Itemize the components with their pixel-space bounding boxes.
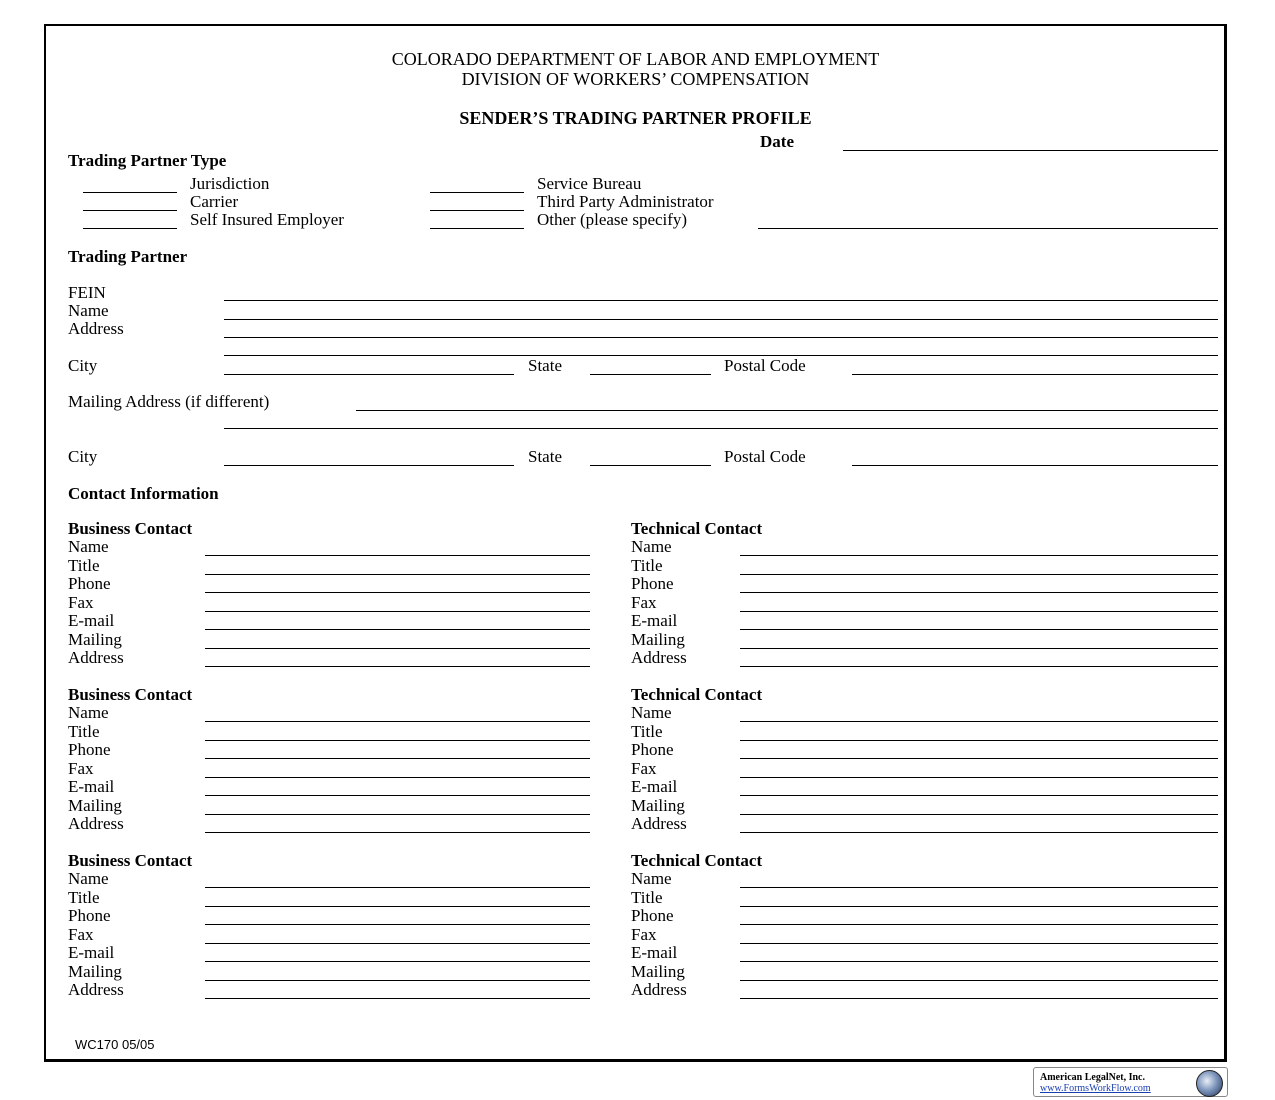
- date-field[interactable]: [843, 150, 1218, 151]
- postal-code-label: Postal Code: [724, 356, 806, 375]
- date-label: Date: [760, 132, 794, 151]
- technical-contact-field-line[interactable]: [740, 795, 1218, 796]
- business-contact-field-line[interactable]: [205, 814, 590, 815]
- business-contact-field-line[interactable]: [205, 943, 590, 944]
- mailing-postal-code-label: Postal Code: [724, 447, 806, 466]
- section-trading-partner: Trading Partner: [68, 247, 188, 266]
- business-contact-field-line[interactable]: [205, 832, 590, 833]
- technical-contact-field-line[interactable]: [740, 592, 1218, 593]
- technical-contact-field-line[interactable]: [740, 629, 1218, 630]
- business-contact-field-line[interactable]: [205, 629, 590, 630]
- technical-contact-field-line[interactable]: [740, 777, 1218, 778]
- mailing-address-field-1[interactable]: [356, 410, 1218, 411]
- option-service-bureau: Service Bureau: [537, 174, 642, 193]
- address-field-2[interactable]: [224, 355, 1218, 356]
- technical-contact-field-line[interactable]: [740, 611, 1218, 612]
- option-other: Other (please specify): [537, 210, 688, 229]
- business-contact-field-line[interactable]: [205, 592, 590, 593]
- vendor-name: American LegalNet, Inc.: [1040, 1072, 1145, 1083]
- business-contact-field-line[interactable]: [205, 574, 590, 575]
- business-contact-field-label: Address: [68, 980, 124, 999]
- checkbox-line-self-insured[interactable]: [83, 228, 177, 229]
- checkbox-line-jurisdiction[interactable]: [83, 192, 177, 193]
- mailing-city-field[interactable]: [224, 465, 514, 466]
- technical-contact-field-label: Mailing: [631, 961, 685, 981]
- business-contact-field-label: Address: [68, 814, 124, 833]
- business-contact-heading: Business Contact: [68, 851, 193, 870]
- technical-contact-heading: Technical Contact: [631, 685, 763, 704]
- globe-icon: [1196, 1070, 1223, 1097]
- mailing-address-field-2[interactable]: [224, 428, 1218, 429]
- business-contact-field-label: Title: [68, 887, 100, 907]
- business-contact-field-line[interactable]: [205, 980, 590, 981]
- business-contact-field-label: Mailing: [68, 961, 122, 981]
- business-contact-field-label: Name: [68, 537, 109, 556]
- business-contact-field-line[interactable]: [205, 998, 590, 999]
- technical-contact-field-line[interactable]: [740, 832, 1218, 833]
- business-contact-field-label: Mailing: [68, 795, 122, 815]
- business-contact-field-label: Phone: [68, 740, 111, 759]
- agency-line: COLORADO DEPARTMENT OF LABOR AND EMPLOYMENT: [391, 49, 880, 69]
- business-contact-field-line[interactable]: [205, 555, 590, 556]
- technical-contact-field-label: Phone: [631, 574, 674, 593]
- technical-contact-field-line[interactable]: [740, 998, 1218, 999]
- name-label: Name: [68, 301, 109, 320]
- technical-contact-field-line[interactable]: [740, 666, 1218, 667]
- technical-contact-heading: Technical Contact: [631, 851, 763, 870]
- business-contact-field-line[interactable]: [205, 887, 590, 888]
- mailing-city-label: City: [68, 447, 98, 466]
- mailing-postal-code-field[interactable]: [852, 465, 1218, 466]
- technical-contact-field-label: Name: [631, 869, 672, 888]
- technical-contact-field-label: E-mail: [631, 777, 678, 796]
- mailing-address-label: Mailing Address (if different): [68, 392, 270, 411]
- technical-contact-field-label: Fax: [631, 924, 657, 944]
- state-field[interactable]: [590, 374, 711, 375]
- name-field[interactable]: [224, 319, 1218, 320]
- business-contact-field-line[interactable]: [205, 666, 590, 667]
- business-contact-field-label: Address: [68, 648, 124, 667]
- technical-contact-field-label: Phone: [631, 740, 674, 759]
- technical-contact-field-label: Fax: [631, 592, 657, 612]
- business-contact-field-line[interactable]: [205, 906, 590, 907]
- business-contact-field-label: Title: [68, 721, 100, 741]
- address-label: Address: [68, 319, 124, 338]
- section-partner-type: Trading Partner Type: [68, 151, 227, 170]
- form-id: WC170 05/05: [75, 1037, 155, 1052]
- option-tpa: Third Party Administrator: [537, 192, 714, 211]
- technical-contact-field-label: E-mail: [631, 943, 678, 962]
- vendor-url[interactable]: www.FormsWorkFlow.com: [1040, 1083, 1151, 1094]
- business-contact-field-label: Phone: [68, 574, 111, 593]
- technical-contact-field-label: Address: [631, 648, 687, 667]
- postal-code-field[interactable]: [852, 374, 1218, 375]
- business-contact-field-line[interactable]: [205, 721, 590, 722]
- business-contact-field-label: Name: [68, 869, 109, 888]
- technical-contact-field-label: Title: [631, 721, 663, 741]
- mailing-state-field[interactable]: [590, 465, 711, 466]
- option-carrier: Carrier: [190, 192, 239, 211]
- business-contact-field-line[interactable]: [205, 648, 590, 649]
- technical-contact-field-label: E-mail: [631, 611, 678, 630]
- business-contact-field-line[interactable]: [205, 758, 590, 759]
- technical-contact-field-label: Fax: [631, 758, 657, 778]
- technical-contact-field-label: Title: [631, 555, 663, 575]
- business-contact-field-label: Title: [68, 555, 100, 575]
- technical-contact-field-line[interactable]: [740, 906, 1218, 907]
- other-specify-field[interactable]: [758, 228, 1218, 229]
- technical-contact-field-label: Name: [631, 537, 672, 556]
- business-contact-field-line[interactable]: [205, 924, 590, 925]
- business-contact-heading: Business Contact: [68, 519, 193, 538]
- technical-contact-field-line[interactable]: [740, 758, 1218, 759]
- technical-contact-field-label: Phone: [631, 906, 674, 925]
- technical-contact-field-line[interactable]: [740, 814, 1218, 815]
- business-contact-field-line[interactable]: [205, 777, 590, 778]
- technical-contact-field-label: Mailing: [631, 629, 685, 649]
- business-contact-field-label: Name: [68, 703, 109, 722]
- business-contact-field-line[interactable]: [205, 740, 590, 741]
- technical-contact-field-label: Name: [631, 703, 672, 722]
- technical-contact-field-line[interactable]: [740, 961, 1218, 962]
- business-contact-field-line[interactable]: [205, 611, 590, 612]
- business-contact-heading: Business Contact: [68, 685, 193, 704]
- technical-contact-field-line[interactable]: [740, 721, 1218, 722]
- technical-contact-field-label: Address: [631, 814, 687, 833]
- business-contact-field-label: Fax: [68, 592, 94, 612]
- technical-contact-field-line[interactable]: [740, 574, 1218, 575]
- technical-contact-field-line[interactable]: [740, 648, 1218, 649]
- business-contact-field-label: E-mail: [68, 611, 115, 630]
- technical-contact-field-label: Title: [631, 887, 663, 907]
- technical-contact-field-line[interactable]: [740, 924, 1218, 925]
- checkbox-line-carrier[interactable]: [83, 210, 177, 211]
- checkbox-line-other[interactable]: [430, 228, 524, 229]
- state-label: State: [528, 356, 562, 375]
- city-field[interactable]: [224, 374, 514, 375]
- mailing-state-label: State: [528, 447, 562, 466]
- technical-contact-field-line[interactable]: [740, 943, 1218, 944]
- fein-label: FEIN: [68, 283, 106, 302]
- checkbox-line-service-bureau[interactable]: [430, 192, 524, 193]
- business-contact-field-line[interactable]: [205, 961, 590, 962]
- division-line: DIVISION OF WORKERS’ COMPENSATION: [461, 69, 810, 89]
- page-title: SENDER’S TRADING PARTNER PROFILE: [459, 108, 812, 128]
- business-contact-field-label: E-mail: [68, 943, 115, 962]
- business-contact-field-line[interactable]: [205, 795, 590, 796]
- city-label: City: [68, 356, 98, 375]
- technical-contact-heading: Technical Contact: [631, 519, 763, 538]
- checkbox-line-tpa[interactable]: [430, 210, 524, 211]
- fein-field[interactable]: [224, 300, 1218, 301]
- technical-contact-field-line[interactable]: [740, 980, 1218, 981]
- section-contact-information: Contact Information: [68, 484, 219, 503]
- business-contact-field-label: Phone: [68, 906, 111, 925]
- business-contact-field-label: Fax: [68, 758, 94, 778]
- technical-contact-field-label: Address: [631, 980, 687, 999]
- technical-contact-field-line[interactable]: [740, 887, 1218, 888]
- option-jurisdiction: Jurisdiction: [190, 174, 270, 193]
- technical-contact-field-label: Mailing: [631, 795, 685, 815]
- option-self-insured: Self Insured Employer: [190, 210, 344, 229]
- business-contact-field-label: E-mail: [68, 777, 115, 796]
- technical-contact-field-line[interactable]: [740, 555, 1218, 556]
- technical-contact-field-line[interactable]: [740, 740, 1218, 741]
- business-contact-field-label: Mailing: [68, 629, 122, 649]
- business-contact-field-label: Fax: [68, 924, 94, 944]
- address-field-1[interactable]: [224, 337, 1218, 338]
- vendor-badge[interactable]: [1033, 1067, 1228, 1097]
